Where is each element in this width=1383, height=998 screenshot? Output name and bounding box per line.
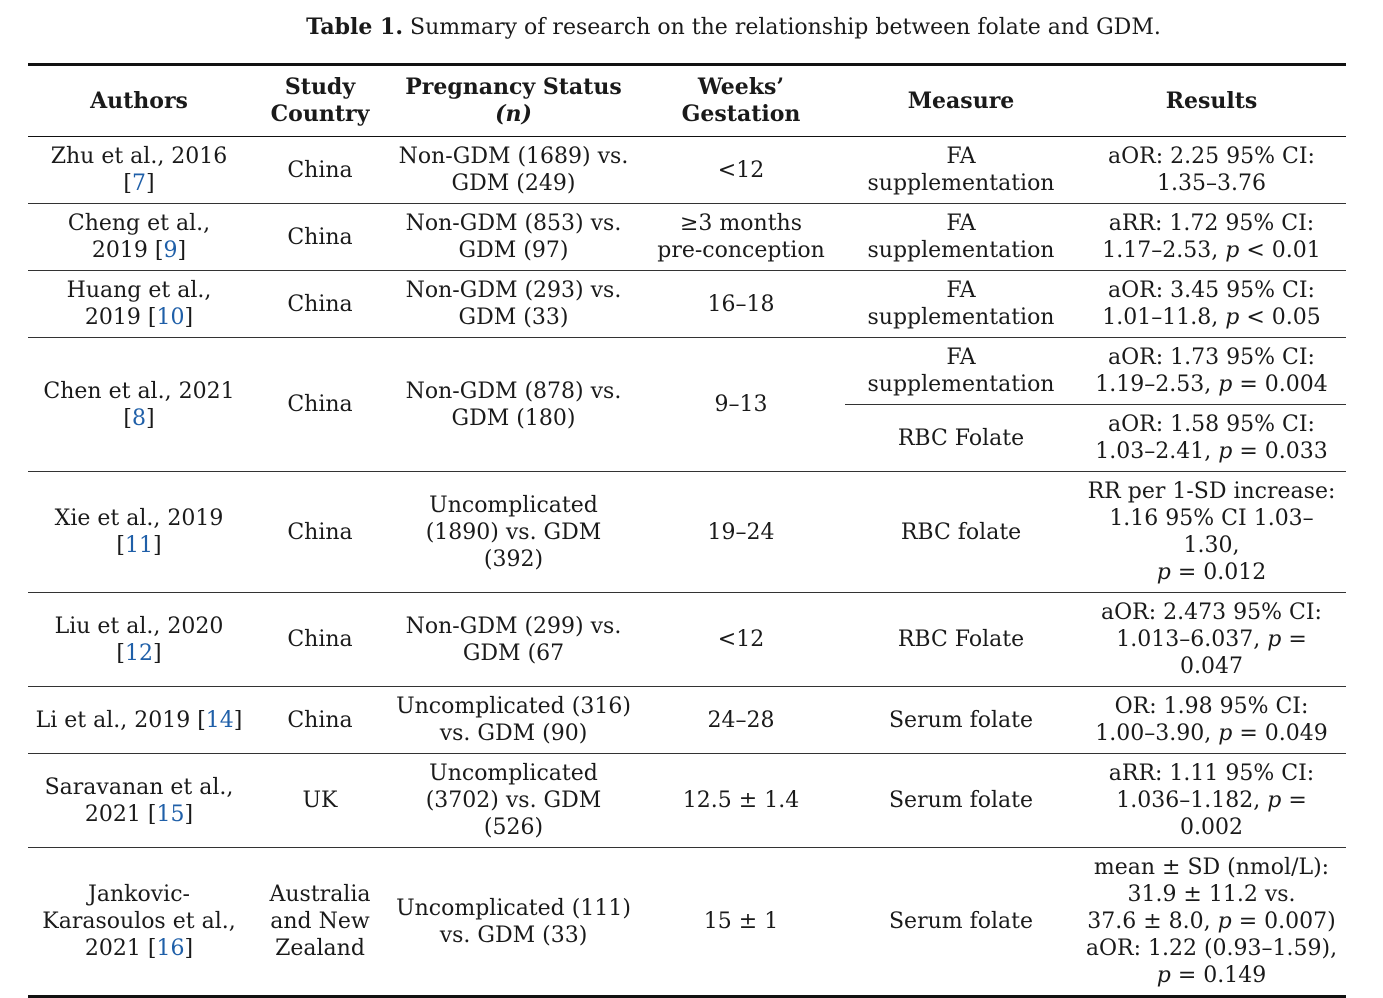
weeks-cell: ≥3 months pre-conception bbox=[657, 211, 825, 263]
caption-text: Summary of research on the relationship between folate and GDM. bbox=[410, 15, 1161, 40]
status-cell: Uncomplicated (1890) vs. GDM (392) bbox=[425, 492, 602, 572]
folate-gdm-table bbox=[28, 63, 1346, 998]
measure-cell: RBC folate bbox=[900, 519, 1022, 545]
status-cell: Non-GDM (853) vs. GDM (97) bbox=[405, 211, 622, 263]
country-cell: China bbox=[287, 224, 353, 250]
weeks-cell: 15 ± 1 bbox=[703, 909, 779, 934]
author-cell: Li et al., 2019 [14] bbox=[35, 707, 243, 733]
country-cell: China bbox=[287, 291, 353, 317]
table-row bbox=[28, 687, 1346, 754]
reference-link[interactable]: 9 bbox=[163, 238, 178, 263]
status-cell: Non-GDM (299) vs. GDM (67 bbox=[405, 613, 622, 666]
measure-cell: Serum folate bbox=[888, 788, 1034, 813]
status-cell: Uncomplicated (316) vs. GDM (90) bbox=[396, 694, 631, 746]
header-country: Study Country bbox=[270, 74, 370, 127]
header-authors: Authors bbox=[90, 87, 188, 114]
table-row bbox=[28, 848, 1346, 997]
status-cell: Non-GDM (1689) vs. GDM (249) bbox=[398, 144, 629, 196]
result-cell: aOR: 2.473 95% CI: 1.013–6.037, p = 0.047 bbox=[1101, 600, 1322, 679]
author-cell: Cheng et al., 2019 [9] bbox=[67, 211, 211, 263]
result-cell: mean ± SD (nmol/L): 31.9 ± 11.2 vs. 37.6 ± 8.0, p = 0.007) aOR: 1.22 (0.93–1.59), p = 0.149 bbox=[1085, 855, 1338, 988]
author-cell: Chen et al., 2021 [8] bbox=[28, 338, 250, 472]
result-cell: aOR: 1.73 95% CI: 1.19–2.53, p = 0.004 bbox=[1077, 338, 1346, 405]
reference-link[interactable]: 14 bbox=[205, 707, 234, 733]
weeks-cell: 19–24 bbox=[707, 519, 775, 545]
table-row bbox=[28, 204, 1346, 271]
reference-link[interactable]: 7 bbox=[132, 171, 146, 196]
author-cell: Xie et al., 2019 [11] bbox=[54, 506, 224, 558]
result-cell: aRR: 1.72 95% CI: 1.17–2.53, p < 0.01 bbox=[1102, 211, 1321, 263]
measure-cell: Serum folate bbox=[888, 909, 1034, 934]
table-caption bbox=[0, 13, 1383, 42]
weeks-cell: 9–13 bbox=[637, 338, 845, 472]
measure-cell: FA supplementation bbox=[867, 144, 1055, 196]
measure-cell: RBC Folate bbox=[897, 425, 1025, 451]
measure-cell: FA supplementation bbox=[845, 338, 1077, 405]
country-cell: China bbox=[287, 157, 353, 183]
status-cell: Uncomplicated (111) vs. GDM (33) bbox=[396, 895, 631, 948]
author-cell: Saravanan et al., 2021 [15] bbox=[44, 774, 234, 827]
author-cell: Liu et al., 2020 [12] bbox=[54, 613, 224, 666]
country-cell: Australia and New Zealand bbox=[269, 882, 371, 961]
header-measure: Measure bbox=[907, 87, 1015, 114]
result-cell: aRR: 1.11 95% CI: 1.036–1.182, p = 0.002 bbox=[1108, 761, 1315, 840]
table-row bbox=[28, 593, 1346, 687]
result-cell: aOR: 2.25 95% CI: 1.35–3.76 bbox=[1108, 144, 1315, 196]
status-cell: Non-GDM (293) vs. GDM (33) bbox=[405, 278, 622, 330]
country-cell: China bbox=[250, 338, 390, 472]
reference-link[interactable]: 10 bbox=[156, 305, 185, 330]
measure-cell: FA supplementation bbox=[867, 211, 1055, 263]
weeks-cell: <12 bbox=[717, 627, 765, 652]
author-cell: Zhu et al., 2016 [7] bbox=[50, 144, 228, 196]
result-cell: OR: 1.98 95% CI: 1.00–3.90, p = 0.049 bbox=[1095, 694, 1328, 746]
header-pregnancy-status: Pregnancy Status (n) bbox=[405, 74, 622, 127]
table-row bbox=[28, 338, 1346, 405]
status-cell: Uncomplicated (3702) vs. GDM (526) bbox=[425, 761, 602, 840]
table-row bbox=[28, 472, 1346, 593]
result-cell: RR per 1-SD increase: 1.16 95% CI 1.03–1.30, p = 0.012 bbox=[1087, 479, 1336, 585]
result-cell: aOR: 3.45 95% CI: 1.01–11.8, p < 0.05 bbox=[1102, 278, 1321, 330]
reference-link[interactable]: 8 bbox=[132, 405, 146, 431]
header-weeks-gestation: Weeks’ Gestation bbox=[681, 74, 801, 127]
status-cell: Non-GDM (878) vs. GDM (180) bbox=[390, 338, 637, 472]
country-cell: China bbox=[287, 707, 353, 733]
measure-cell: RBC Folate bbox=[897, 627, 1025, 652]
reference-link[interactable]: 12 bbox=[125, 640, 153, 666]
header-row bbox=[28, 65, 1346, 137]
author-cell: Huang et al., 2019 [10] bbox=[66, 278, 212, 330]
table-row bbox=[28, 754, 1346, 848]
result-cell: aOR: 1.58 95% CI: 1.03–2.41, p = 0.033 bbox=[1095, 412, 1328, 464]
measure-cell: Serum folate bbox=[888, 707, 1034, 733]
reference-link[interactable]: 15 bbox=[156, 801, 185, 827]
weeks-cell: 12.5 ± 1.4 bbox=[682, 788, 800, 813]
table-row bbox=[28, 271, 1346, 338]
country-cell: UK bbox=[302, 788, 338, 813]
weeks-cell: 24–28 bbox=[707, 707, 775, 733]
reference-link[interactable]: 11 bbox=[125, 533, 153, 558]
measure-cell: FA supplementation bbox=[867, 278, 1055, 330]
country-cell: China bbox=[287, 519, 353, 545]
caption-label: Table 1. bbox=[306, 14, 404, 40]
author-cell: Jankovic- Karasoulos et al., 2021 [16] bbox=[42, 882, 236, 961]
weeks-cell: <12 bbox=[717, 157, 765, 183]
weeks-cell: 16–18 bbox=[707, 291, 775, 317]
country-cell: China bbox=[287, 627, 353, 652]
header-results: Results bbox=[1165, 87, 1258, 114]
table-row bbox=[28, 137, 1346, 204]
reference-link[interactable]: 16 bbox=[156, 936, 185, 961]
